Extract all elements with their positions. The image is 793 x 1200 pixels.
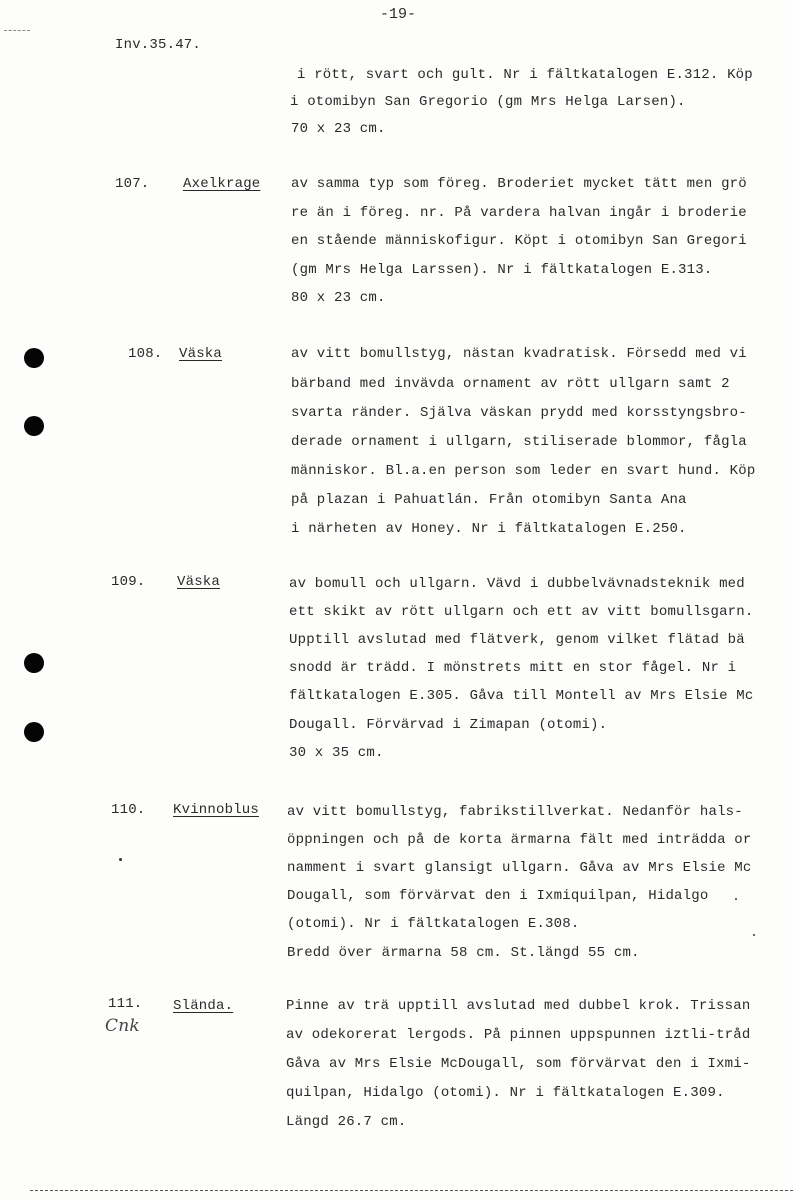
punch-hole — [24, 348, 44, 368]
entry-number: 110. — [111, 802, 146, 818]
ink-speck — [753, 934, 755, 936]
text-line: fältkatalogen E.305. Gåva till Montell av Mrs Elsie Mc — [289, 688, 754, 704]
entry-number: 107. — [115, 176, 150, 192]
text-line: Dougall, som förvärvat den i Ixmiquilpan, Hidalgo — [287, 888, 709, 904]
entry-name: Väska — [177, 574, 221, 590]
text-line: i närheten av Honey. Nr i fältkatalogen E.250. — [291, 521, 687, 537]
text-line: derade ornament i ullgarn, stiliserade blommor, fågla — [291, 434, 747, 450]
text-line: Dougall. Förvärvad i Zimapan (otomi). — [289, 717, 608, 733]
text-line: Bredd över ärmarna 58 cm. St.längd 55 cm. — [287, 945, 640, 961]
text-line: snodd är trädd. I mönstrets mitt en stor fågel. Nr i — [289, 660, 737, 676]
text-line: av vitt bomullstyg, nästan kvadratisk. Försedd med vi — [291, 346, 747, 362]
ink-speck — [735, 898, 737, 900]
bottom-edge-line — [30, 1190, 793, 1191]
text-line: Längd 26.7 cm. — [286, 1114, 407, 1130]
entry-name: Axelkrage — [183, 176, 261, 192]
text-line: 80 x 23 cm. — [291, 290, 386, 306]
inventory-number: Inv.35.47. — [115, 37, 202, 53]
entry-number: 109. — [111, 574, 146, 590]
punch-hole — [24, 416, 44, 436]
text-line: av bomull och ullgarn. Vävd i dubbelvävnadsteknik med — [289, 576, 745, 592]
ink-speck — [119, 858, 122, 861]
entry-number: 111. — [108, 996, 143, 1012]
entry-name: Slända. — [173, 998, 234, 1014]
text-line: en stående människofigur. Köpt i otomibyn San Gregori — [291, 233, 747, 249]
entry-name: Väska — [179, 346, 223, 362]
text-line: Gåva av Mrs Elsie McDougall, som förvärvat den i Ixmi- — [286, 1056, 751, 1072]
text-line: (gm Mrs Helga Larssen). Nr i fältkatalogen E.313. — [291, 262, 713, 278]
text-line: svarta ränder. Själva väskan prydd med korsstyngsbro- — [291, 405, 747, 421]
text-line: av vitt bomullstyg, fabrikstillverkat. Nedanför hals- — [287, 804, 743, 820]
text-line: av odekorerat lergods. På pinnen uppspunnen iztli-tråd — [286, 1027, 751, 1043]
entry-number: 108. — [128, 346, 163, 362]
page-number: -19- — [380, 6, 417, 23]
text-line: (otomi). Nr i fältkatalogen E.308. — [287, 916, 580, 932]
text-line: Pinne av trä upptill avslutad med dubbel krok. Trissan — [286, 998, 751, 1014]
punch-hole — [24, 722, 44, 742]
text-line: 70 x 23 cm. — [291, 121, 386, 137]
text-line: av samma typ som föreg. Broderiet mycket tätt men grö — [291, 176, 747, 192]
text-line: öppningen och på de korta ärmarna fält med inträdda or — [287, 832, 752, 848]
text-line: bärband med invävda ornament av rött ullgarn samt 2 — [291, 376, 730, 392]
punch-hole — [24, 653, 44, 673]
text-line: Upptill avslutad med flätverk, genom vilket flätad bä — [289, 632, 745, 648]
text-line: människor. Bl.a.en person som leder en svart hund. Köp — [291, 463, 756, 479]
handwritten-annotation: Cnk — [105, 1016, 140, 1036]
text-line: re än i föreg. nr. På vardera halvan ingår i broderie — [291, 205, 747, 221]
margin-mark — [4, 30, 30, 31]
text-line: namment i svart glansigt ullgarn. Gåva av Mrs Elsie Mc — [287, 860, 752, 876]
text-line: på plazan i Pahuatlán. Från otomibyn Santa Ana — [291, 492, 687, 508]
text-line: 30 x 35 cm. — [289, 745, 384, 761]
entry-name: Kvinnoblus — [173, 802, 260, 818]
text-line: quilpan, Hidalgo (otomi). Nr i fältkatalogen E.309. — [286, 1085, 725, 1101]
text-line: i otomibyn San Gregorio (gm Mrs Helga Larsen). — [290, 94, 686, 110]
text-line: ett skikt av rött ullgarn och ett av vitt bomullsgarn. — [289, 604, 754, 620]
text-line: i rött, svart och gult. Nr i fältkatalogen E.312. Köp — [297, 67, 753, 83]
